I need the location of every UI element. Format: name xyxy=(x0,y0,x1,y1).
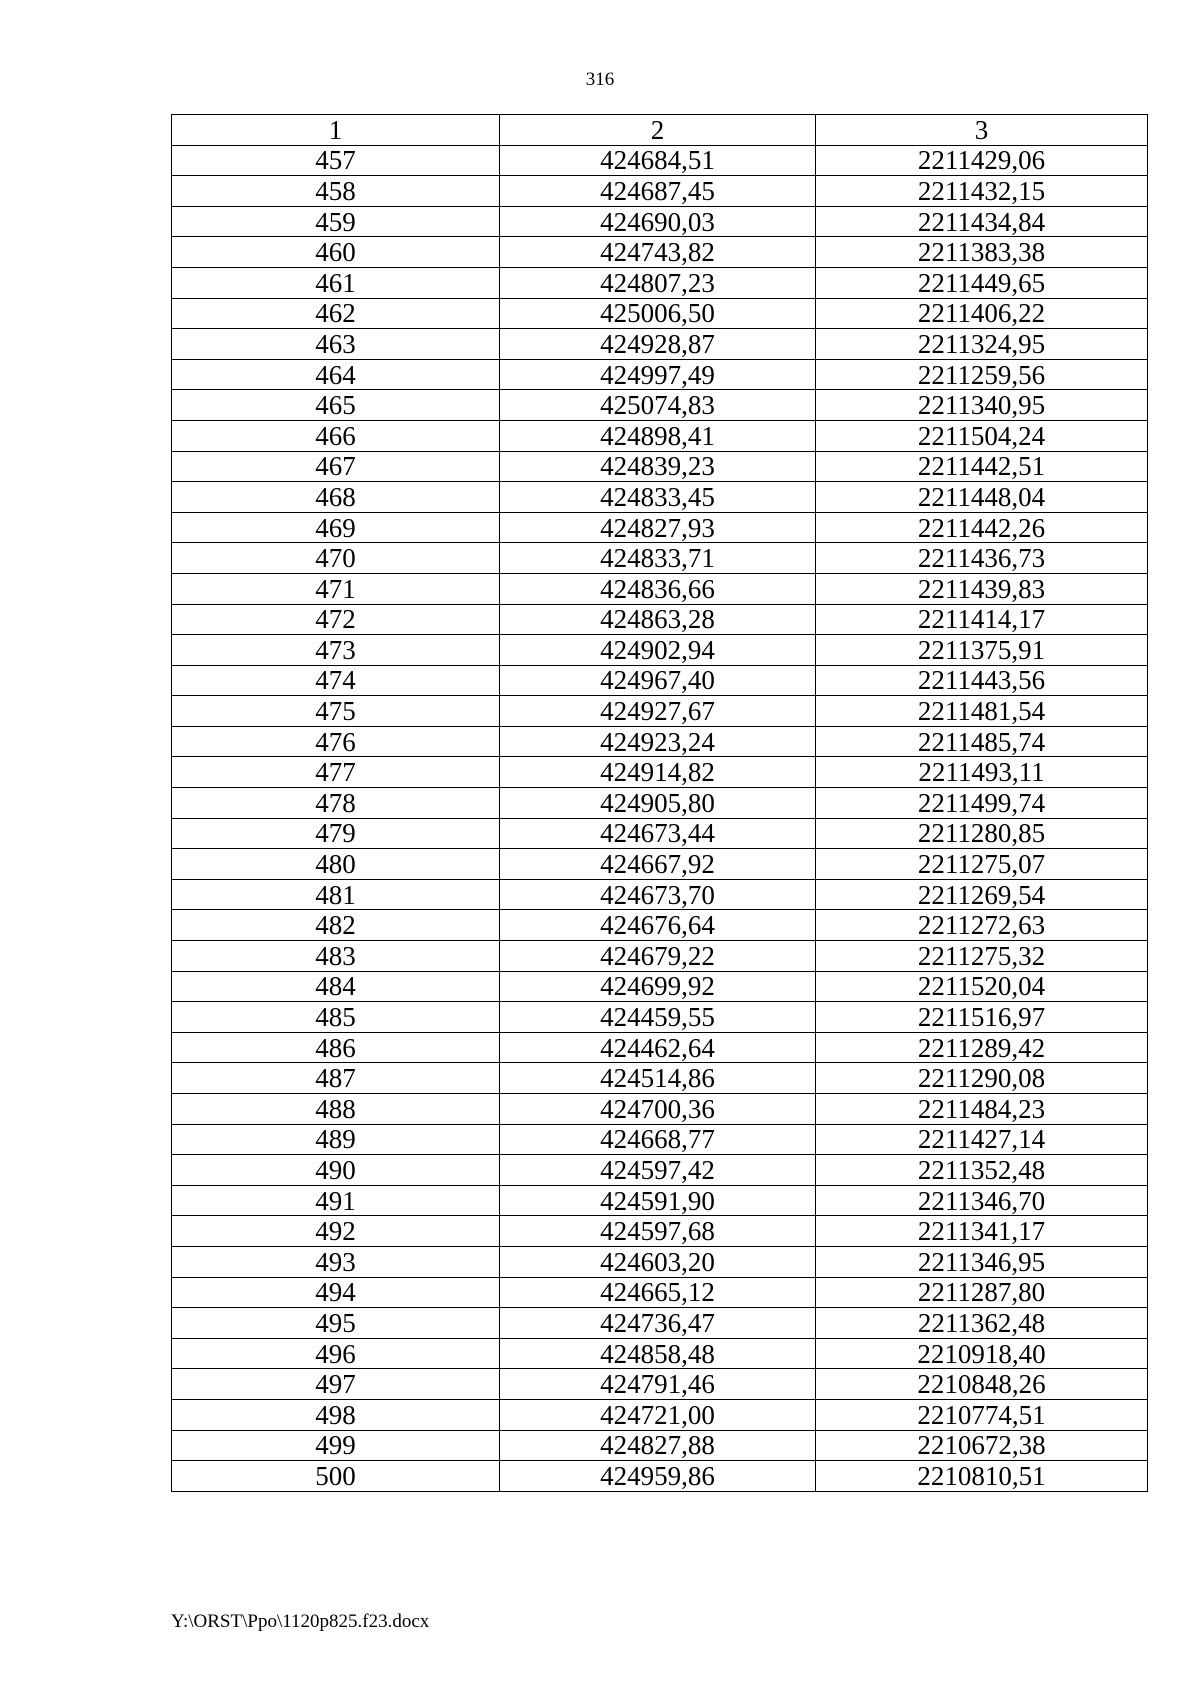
table-cell-col-3: 2211442,26 xyxy=(816,512,1148,543)
table-cell-col-1: 490 xyxy=(172,1155,500,1186)
table-cell-col-3: 2210810,51 xyxy=(816,1461,1148,1492)
table-row xyxy=(172,1032,1148,1063)
header-cell-2: 2 xyxy=(500,115,816,146)
table-cell-col-1: 482 xyxy=(172,910,500,941)
table-cell-col-2: 424863,28 xyxy=(500,604,816,635)
table-row xyxy=(172,206,1148,237)
table-row xyxy=(172,359,1148,390)
table-cell-col-2: 424827,93 xyxy=(500,512,816,543)
table-row xyxy=(172,512,1148,543)
table-cell-col-2: 424836,66 xyxy=(500,573,816,604)
table-row xyxy=(172,1461,1148,1492)
table-cell-col-3: 2211290,08 xyxy=(816,1063,1148,1094)
table-cell-col-3: 2211429,06 xyxy=(816,145,1148,176)
table-cell-col-1: 493 xyxy=(172,1246,500,1277)
table-cell-col-1: 474 xyxy=(172,665,500,696)
coordinates-table xyxy=(171,114,1148,1492)
table-row xyxy=(172,757,1148,788)
table-cell-col-3: 2211383,38 xyxy=(816,237,1148,268)
table-cell-col-1: 459 xyxy=(172,206,500,237)
table-row xyxy=(172,818,1148,849)
table-cell-col-1: 480 xyxy=(172,849,500,880)
table-cell-col-1: 461 xyxy=(172,267,500,298)
table-cell-col-2: 424898,41 xyxy=(500,420,816,451)
table-cell-col-3: 2211520,04 xyxy=(816,971,1148,1002)
table-cell-col-3: 2211442,51 xyxy=(816,451,1148,482)
table-cell-col-3: 2210672,38 xyxy=(816,1430,1148,1461)
table-cell-col-1: 469 xyxy=(172,512,500,543)
table-row xyxy=(172,696,1148,727)
table-cell-col-1: 466 xyxy=(172,420,500,451)
table-cell-col-3: 2211436,73 xyxy=(816,543,1148,574)
table-cell-col-1: 479 xyxy=(172,818,500,849)
table-cell-col-1: 464 xyxy=(172,359,500,390)
table-cell-col-1: 495 xyxy=(172,1308,500,1339)
table-cell-col-2: 424967,40 xyxy=(500,665,816,696)
table-cell-col-1: 492 xyxy=(172,1216,500,1247)
table-row xyxy=(172,267,1148,298)
table-cell-col-3: 2211259,56 xyxy=(816,359,1148,390)
table-body xyxy=(172,145,1148,1491)
table-row xyxy=(172,1124,1148,1155)
table-row xyxy=(172,237,1148,268)
table-cell-col-1: 489 xyxy=(172,1124,500,1155)
footer-file-path: Y:\ORST\Ppo\1120p825.f23.docx xyxy=(171,1611,430,1632)
table-row xyxy=(172,1369,1148,1400)
table-cell-col-2: 424833,45 xyxy=(500,482,816,513)
table-cell-col-2: 424959,86 xyxy=(500,1461,816,1492)
table-cell-col-2: 424905,80 xyxy=(500,788,816,819)
table-cell-col-2: 424700,36 xyxy=(500,1094,816,1125)
table-cell-col-3: 2211341,17 xyxy=(816,1216,1148,1247)
table-cell-col-1: 484 xyxy=(172,971,500,1002)
table-row xyxy=(172,573,1148,604)
table-cell-col-2: 424687,45 xyxy=(500,176,816,207)
table-cell-col-3: 2211272,63 xyxy=(816,910,1148,941)
table-row xyxy=(172,1308,1148,1339)
table-cell-col-1: 481 xyxy=(172,879,500,910)
table-row xyxy=(172,329,1148,360)
table-row xyxy=(172,176,1148,207)
table-row xyxy=(172,1094,1148,1125)
table-row xyxy=(172,420,1148,451)
table-cell-col-2: 424690,03 xyxy=(500,206,816,237)
table-cell-col-1: 497 xyxy=(172,1369,500,1400)
table-cell-col-3: 2211340,95 xyxy=(816,390,1148,421)
table-row xyxy=(172,665,1148,696)
table-cell-col-2: 424597,42 xyxy=(500,1155,816,1186)
table-row xyxy=(172,1002,1148,1033)
table-cell-col-1: 491 xyxy=(172,1185,500,1216)
table-cell-col-1: 499 xyxy=(172,1430,500,1461)
table-cell-col-3: 2211375,91 xyxy=(816,635,1148,666)
table-cell-col-2: 424791,46 xyxy=(500,1369,816,1400)
table-cell-col-1: 475 xyxy=(172,696,500,727)
table-cell-col-3: 2211414,17 xyxy=(816,604,1148,635)
table-cell-col-1: 458 xyxy=(172,176,500,207)
table-cell-col-2: 424668,77 xyxy=(500,1124,816,1155)
table-cell-col-3: 2211362,48 xyxy=(816,1308,1148,1339)
table-cell-col-3: 2211484,23 xyxy=(816,1094,1148,1125)
table-cell-col-3: 2211346,70 xyxy=(816,1185,1148,1216)
table-cell-col-2: 424914,82 xyxy=(500,757,816,788)
table-cell-col-3: 2211289,42 xyxy=(816,1032,1148,1063)
table-cell-col-1: 471 xyxy=(172,573,500,604)
table-cell-col-2: 424462,64 xyxy=(500,1032,816,1063)
table-cell-col-2: 425006,50 xyxy=(500,298,816,329)
table-cell-col-1: 470 xyxy=(172,543,500,574)
table-cell-col-1: 465 xyxy=(172,390,500,421)
table-cell-col-2: 424858,48 xyxy=(500,1338,816,1369)
table-row xyxy=(172,879,1148,910)
table-cell-col-1: 498 xyxy=(172,1399,500,1430)
table-row xyxy=(172,1216,1148,1247)
table-cell-col-2: 424721,00 xyxy=(500,1399,816,1430)
table-cell-col-2: 425074,83 xyxy=(500,390,816,421)
table-row xyxy=(172,971,1148,1002)
header-cell-1: 1 xyxy=(172,115,500,146)
table-row xyxy=(172,482,1148,513)
table-cell-col-3: 2211443,56 xyxy=(816,665,1148,696)
table-cell-col-1: 488 xyxy=(172,1094,500,1125)
table-cell-col-2: 424673,70 xyxy=(500,879,816,910)
table-cell-col-1: 463 xyxy=(172,329,500,360)
table-cell-col-3: 2211439,83 xyxy=(816,573,1148,604)
table-cell-col-3: 2210918,40 xyxy=(816,1338,1148,1369)
table-row xyxy=(172,298,1148,329)
table-cell-col-3: 2211406,22 xyxy=(816,298,1148,329)
table-cell-col-1: 483 xyxy=(172,941,500,972)
table-cell-col-2: 424684,51 xyxy=(500,145,816,176)
table-cell-col-2: 424603,20 xyxy=(500,1246,816,1277)
table-cell-col-2: 424676,64 xyxy=(500,910,816,941)
table-cell-col-3: 2211485,74 xyxy=(816,726,1148,757)
table-cell-col-2: 424839,23 xyxy=(500,451,816,482)
table-cell-col-1: 496 xyxy=(172,1338,500,1369)
table-cell-col-1: 473 xyxy=(172,635,500,666)
table-cell-col-3: 2211449,65 xyxy=(816,267,1148,298)
table-row xyxy=(172,635,1148,666)
table-row xyxy=(172,941,1148,972)
table-cell-col-1: 486 xyxy=(172,1032,500,1063)
table-cell-col-2: 424665,12 xyxy=(500,1277,816,1308)
table-row xyxy=(172,910,1148,941)
table-cell-col-1: 485 xyxy=(172,1002,500,1033)
table-cell-col-3: 2211427,14 xyxy=(816,1124,1148,1155)
table-cell-col-3: 2211499,74 xyxy=(816,788,1148,819)
table-cell-col-2: 424736,47 xyxy=(500,1308,816,1339)
table-row xyxy=(172,788,1148,819)
table-row xyxy=(172,543,1148,574)
table-row xyxy=(172,390,1148,421)
table-row xyxy=(172,1277,1148,1308)
table-cell-col-1: 487 xyxy=(172,1063,500,1094)
table-cell-col-1: 467 xyxy=(172,451,500,482)
table-cell-col-3: 2211434,84 xyxy=(816,206,1148,237)
table-cell-col-2: 424928,87 xyxy=(500,329,816,360)
table-row xyxy=(172,726,1148,757)
table-cell-col-3: 2211275,07 xyxy=(816,849,1148,880)
table-cell-col-1: 457 xyxy=(172,145,500,176)
table-cell-col-1: 462 xyxy=(172,298,500,329)
table-cell-col-3: 2211352,48 xyxy=(816,1155,1148,1186)
table-cell-col-3: 2211432,15 xyxy=(816,176,1148,207)
table-cell-col-2: 424597,68 xyxy=(500,1216,816,1247)
table-cell-col-3: 2211481,54 xyxy=(816,696,1148,727)
table-row xyxy=(172,145,1148,176)
table-cell-col-1: 477 xyxy=(172,757,500,788)
table-cell-col-2: 424514,86 xyxy=(500,1063,816,1094)
page-number: 316 xyxy=(585,69,615,90)
header-cell-3: 3 xyxy=(816,115,1148,146)
table-cell-col-3: 2211280,85 xyxy=(816,818,1148,849)
table-cell-col-2: 424699,92 xyxy=(500,971,816,1002)
table-cell-col-2: 424673,44 xyxy=(500,818,816,849)
table-row xyxy=(172,1063,1148,1094)
table-row xyxy=(172,604,1148,635)
table-cell-col-3: 2211448,04 xyxy=(816,482,1148,513)
table-row xyxy=(172,1246,1148,1277)
table-row xyxy=(172,1399,1148,1430)
table-cell-col-1: 472 xyxy=(172,604,500,635)
table-cell-col-3: 2211346,95 xyxy=(816,1246,1148,1277)
table-cell-col-1: 478 xyxy=(172,788,500,819)
table-cell-col-2: 424997,49 xyxy=(500,359,816,390)
table-cell-col-1: 468 xyxy=(172,482,500,513)
table-cell-col-3: 2211493,11 xyxy=(816,757,1148,788)
table-cell-col-2: 424667,92 xyxy=(500,849,816,880)
table-cell-col-2: 424743,82 xyxy=(500,237,816,268)
table-cell-col-2: 424833,71 xyxy=(500,543,816,574)
table-cell-col-3: 2211516,97 xyxy=(816,1002,1148,1033)
table-cell-col-1: 500 xyxy=(172,1461,500,1492)
table-cell-col-3: 2210774,51 xyxy=(816,1399,1148,1430)
table-cell-col-3: 2211504,24 xyxy=(816,420,1148,451)
table-row xyxy=(172,1338,1148,1369)
table-cell-col-2: 424927,67 xyxy=(500,696,816,727)
table-cell-col-2: 424591,90 xyxy=(500,1185,816,1216)
table-cell-col-2: 424807,23 xyxy=(500,267,816,298)
table-cell-col-3: 2211269,54 xyxy=(816,879,1148,910)
table-cell-col-2: 424923,24 xyxy=(500,726,816,757)
table-cell-col-2: 424902,94 xyxy=(500,635,816,666)
table-row xyxy=(172,1155,1148,1186)
table-row xyxy=(172,1430,1148,1461)
table-cell-col-1: 476 xyxy=(172,726,500,757)
table-row xyxy=(172,1185,1148,1216)
table-cell-col-1: 460 xyxy=(172,237,500,268)
table-cell-col-2: 424827,88 xyxy=(500,1430,816,1461)
table-row xyxy=(172,451,1148,482)
table-cell-col-3: 2211324,95 xyxy=(816,329,1148,360)
table-cell-col-2: 424679,22 xyxy=(500,941,816,972)
table-cell-col-1: 494 xyxy=(172,1277,500,1308)
table-row xyxy=(172,849,1148,880)
table-header-row xyxy=(172,115,1148,146)
table-cell-col-3: 2210848,26 xyxy=(816,1369,1148,1400)
table-cell-col-3: 2211287,80 xyxy=(816,1277,1148,1308)
table-cell-col-3: 2211275,32 xyxy=(816,941,1148,972)
table-cell-col-2: 424459,55 xyxy=(500,1002,816,1033)
